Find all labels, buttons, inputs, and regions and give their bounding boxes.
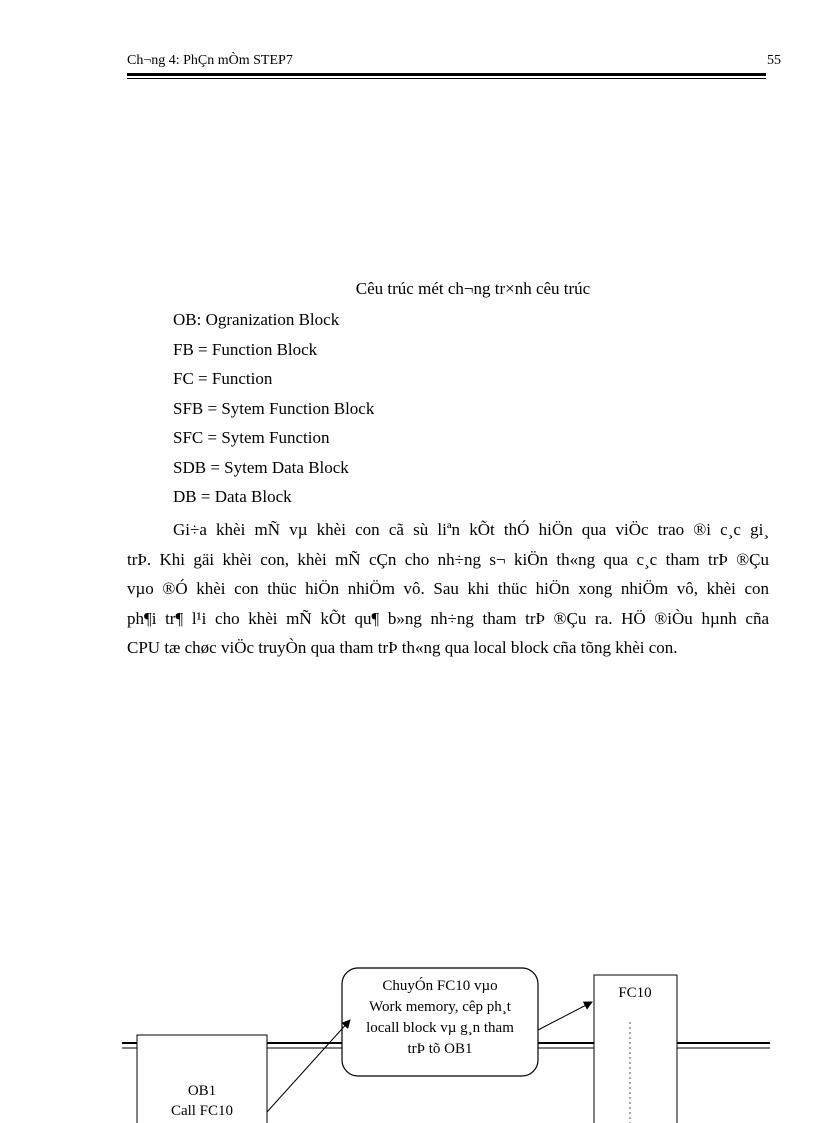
paragraph-line: CPU tæ chøc viÖc truyÒn qua tham trÞ th«ng qua local block cña tõng khèi con. — [127, 638, 678, 657]
ob1-label: OB1 — [187, 1083, 217, 1099]
running-header-chapter: Ch¬ng 4: PhÇn mÒm STEP7 — [127, 53, 293, 68]
page-number: 55 — [767, 53, 781, 68]
callout-line: Work memory, cêp ph¸t — [369, 999, 511, 1015]
list-item: SFB = Sytem Function Block — [173, 398, 375, 418]
section-title: Cêu trúc mét ch¬ng tr×nh cêu trúc — [355, 279, 591, 298]
call-arrow — [267, 1020, 350, 1112]
callout-line: trÞ tõ OB1 — [407, 1041, 473, 1057]
body-paragraph — [127, 515, 769, 663]
ob1-call-label: Call FC10 — [170, 1103, 234, 1119]
block-type-list — [173, 308, 374, 515]
list-item: SDB = Sytem Data Block — [173, 457, 349, 477]
header-rule-thin — [127, 78, 766, 79]
list-item: SFC = Sytem Function — [173, 428, 330, 447]
callout-line: ChuyÓn FC10 vµo — [382, 978, 498, 994]
load-arrow — [538, 1002, 592, 1030]
call-flow-diagram — [0, 960, 816, 1123]
list-item: OB: Ogranization Block — [173, 310, 340, 329]
paragraph-line: trÞ. Khi gäi khèi con, khèi mÑ cÇn cho nh÷ng s¬ kiÖn th«ng qua c¸c tham trÞ ®Çu — [127, 549, 769, 569]
list-item: DB = Data Block — [173, 487, 292, 506]
timeline-rail-right — [677, 1043, 770, 1048]
fc10-label: FC10 — [618, 985, 652, 1001]
timeline-rail-left — [122, 1043, 137, 1048]
header-rule-thick — [127, 73, 766, 76]
callout-line: locall block vµ g¸n tham — [366, 1020, 514, 1036]
paragraph-line: Gi÷a khèi mÑ vµ khèi con cã sù liªn kÕt thÓ hiÖn qua viÖc trao ®i c¸c gi¸ — [173, 520, 769, 539]
list-item: FC = Function — [173, 369, 273, 388]
paragraph-line: vµo ®Ó khèi con thüc hiÖn nhiÖm vô. Sau khi thüc hiÖn xong nhiÖm vô, khèi con — [127, 579, 769, 598]
list-item: FB = Function Block — [173, 339, 318, 359]
paragraph-line: ph¶i tr¶ l¹i cho khèi mÑ kÕt qu¶ b»ng nh÷ng tham trÞ ®Çu ra. HÖ ®iÒu hµnh cña — [127, 608, 769, 628]
